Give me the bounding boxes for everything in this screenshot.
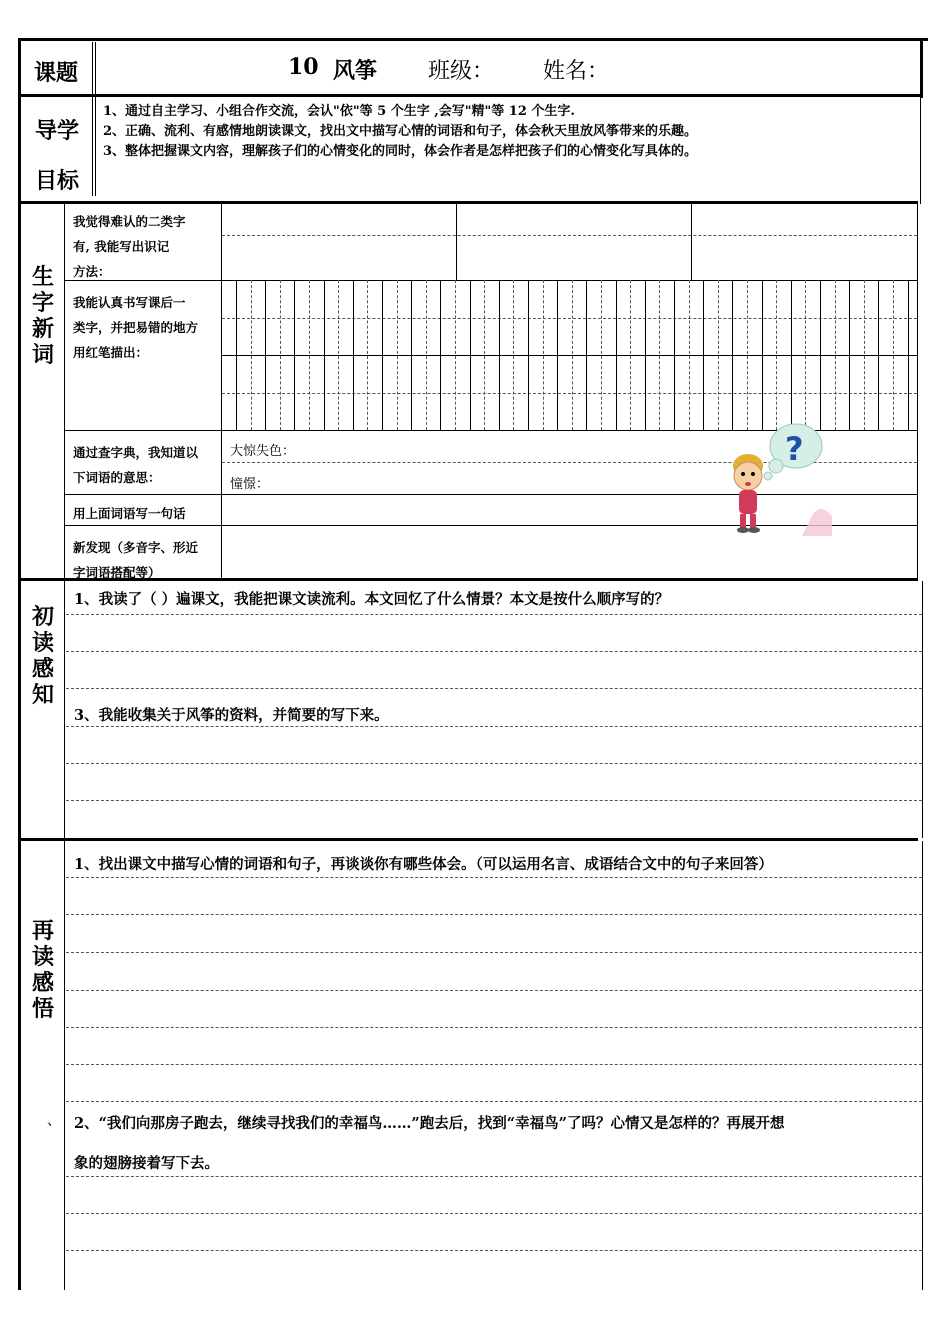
grid-center-line <box>251 280 252 430</box>
grid-cell-border <box>849 280 850 430</box>
second-read-q2-line1: 2、“我们向那房子跑去，继续寻找我们的幸福鸟……”跑去后，找到“幸福鸟”了吗？心情又是怎样的？再展开想 <box>74 1115 785 1132</box>
grid-cell-border <box>294 280 295 430</box>
grid-cell-border <box>382 280 383 430</box>
grid-cell-border <box>236 280 237 430</box>
grid-center-line <box>630 280 631 430</box>
grid-center-line <box>864 280 865 430</box>
first-read-q3: 3、我能收集关于风筝的资料，并简要的写下来。 <box>74 707 389 724</box>
name-label: 姓名： <box>543 59 610 84</box>
first-read-section-label: 初 读 感 知 <box>31 604 54 708</box>
word2-label: 憧憬： <box>230 477 270 492</box>
grid-center-line <box>484 280 485 430</box>
goals-list <box>103 102 918 162</box>
question-mark: ? <box>785 430 804 468</box>
grid-cell-border <box>499 280 500 430</box>
grid-cell-border <box>557 280 558 430</box>
grid-cell-border <box>265 280 266 430</box>
grid-cell-border <box>674 280 675 430</box>
answer-line[interactable] <box>66 914 922 915</box>
word1-label: 大惊失色： <box>230 444 296 459</box>
answer-line[interactable] <box>66 877 922 878</box>
table-left-border <box>18 38 21 1290</box>
goal-item: 2、正确、流利、有感情地朗读课文，找出文中描写心情的词语和句子，体会秋天里放风筝带来的乐趣。 <box>103 124 698 139</box>
grid-center-line <box>689 280 690 430</box>
answer-line[interactable] <box>66 1101 922 1102</box>
answer-line[interactable] <box>66 763 922 764</box>
grid-cell-border <box>616 280 617 430</box>
answer-line[interactable] <box>66 614 922 615</box>
grid-center-line <box>309 280 310 430</box>
goal-item: 1、通过自主学习、小组合作交流，会认"依"等 5 个生字 ,会写"精"等 12 个生字. <box>103 104 575 119</box>
grid-center-line <box>718 280 719 430</box>
grid-cell-border <box>791 280 792 430</box>
goal-item: 3、整体把握课文内容，理解孩子们的心情变化的同时，体会作者是怎样把孩子们的心情变化写具体的。 <box>103 144 698 159</box>
grid-cell-border <box>440 280 441 430</box>
lesson-title: 风筝 <box>333 58 378 84</box>
table-top-border <box>18 38 928 41</box>
grid-center-line <box>543 280 544 430</box>
grid-cell-border <box>820 280 821 430</box>
answer-line[interactable] <box>66 688 922 689</box>
header-right-border <box>920 38 923 98</box>
grid-cell-border <box>703 280 704 430</box>
row4-prompt: 用上面词语写一句话 <box>73 506 186 521</box>
second-read-top-border <box>18 838 918 841</box>
class-label: 班级： <box>428 59 495 84</box>
row1-prompt: 我觉得难认的二类字 有, 我能写出识记 方法： <box>73 214 186 279</box>
goals-label-2: 目标 <box>35 168 80 194</box>
grid-cell-border <box>586 280 587 430</box>
answer-line[interactable] <box>66 1027 922 1028</box>
answer-line[interactable] <box>66 1213 922 1214</box>
first-read-q1: 1、我读了（ ）遍课文，我能把课文读流利。本文回忆了什么情景？本文是按什么顺序写的？ <box>74 591 670 608</box>
vocab-top-border <box>18 201 918 204</box>
grid-cell-border <box>878 280 879 430</box>
grid-center-line <box>659 280 660 430</box>
grid-cell-border <box>908 280 909 430</box>
answer-line[interactable] <box>66 1176 922 1177</box>
second-read-q2-line2: 象的翅膀接着写下去。 <box>74 1155 219 1172</box>
thinking-boy-icon <box>724 420 834 536</box>
row5-prompt: 新发现（多音字、形近 字词语搭配等） <box>73 540 199 580</box>
grid-center-line <box>835 280 836 430</box>
answer-line[interactable] <box>66 1250 922 1251</box>
answer-line[interactable] <box>66 726 922 727</box>
grid-cell-border <box>762 280 763 430</box>
grid-center-line <box>513 280 514 430</box>
grid-center-line <box>280 280 281 430</box>
row3-prompt: 通过查字典，我知道以 下词语的意思： <box>73 445 199 485</box>
answer-line[interactable] <box>66 651 922 652</box>
topic-label: 课题 <box>34 60 79 86</box>
grid-cell-border <box>411 280 412 430</box>
second-read-q1: 1、找出课文中描写心情的词语和句子，再谈谈你有哪些体会。（可以运用名言、成语结合文中的句子来回答） <box>74 856 773 873</box>
answer-line[interactable] <box>66 952 922 953</box>
first-read-top-border <box>18 578 918 581</box>
grid-cell-border <box>732 280 733 430</box>
grid-cell-border <box>645 280 646 430</box>
second-read-section-label: 再 读 感 悟 <box>31 918 54 1022</box>
grid-cell-border <box>324 280 325 430</box>
vocab-section-label: 生 字 新 词 <box>31 264 54 368</box>
grid-cell-border <box>528 280 529 430</box>
shirt <box>739 490 757 514</box>
answer-line[interactable] <box>66 990 922 991</box>
grid-center-line <box>601 280 602 430</box>
answer-line[interactable] <box>66 1064 922 1065</box>
row2-prompt: 我能认真书写课后一 类字，并把易错的地方 用红笔描出： <box>73 295 199 360</box>
grid-center-line <box>455 280 456 430</box>
side-mark: 、 <box>47 1113 61 1129</box>
answer-line[interactable] <box>66 800 922 801</box>
header-divider <box>92 42 93 196</box>
grid-center-line <box>426 280 427 430</box>
grid-center-line <box>397 280 398 430</box>
grid-cell-border <box>470 280 471 430</box>
lesson-number: 10 <box>288 54 319 80</box>
pink-shape <box>802 509 832 536</box>
grid-center-line <box>893 280 894 430</box>
grid-center-line <box>805 280 806 430</box>
grid-center-line <box>776 280 777 430</box>
grid-cell-border <box>353 280 354 430</box>
grid-center-line <box>747 280 748 430</box>
grid-center-line <box>367 280 368 430</box>
grid-center-line <box>572 280 573 430</box>
grid-center-line <box>338 280 339 430</box>
goals-label-1: 导学 <box>35 118 80 144</box>
goals-top-border <box>18 94 922 97</box>
